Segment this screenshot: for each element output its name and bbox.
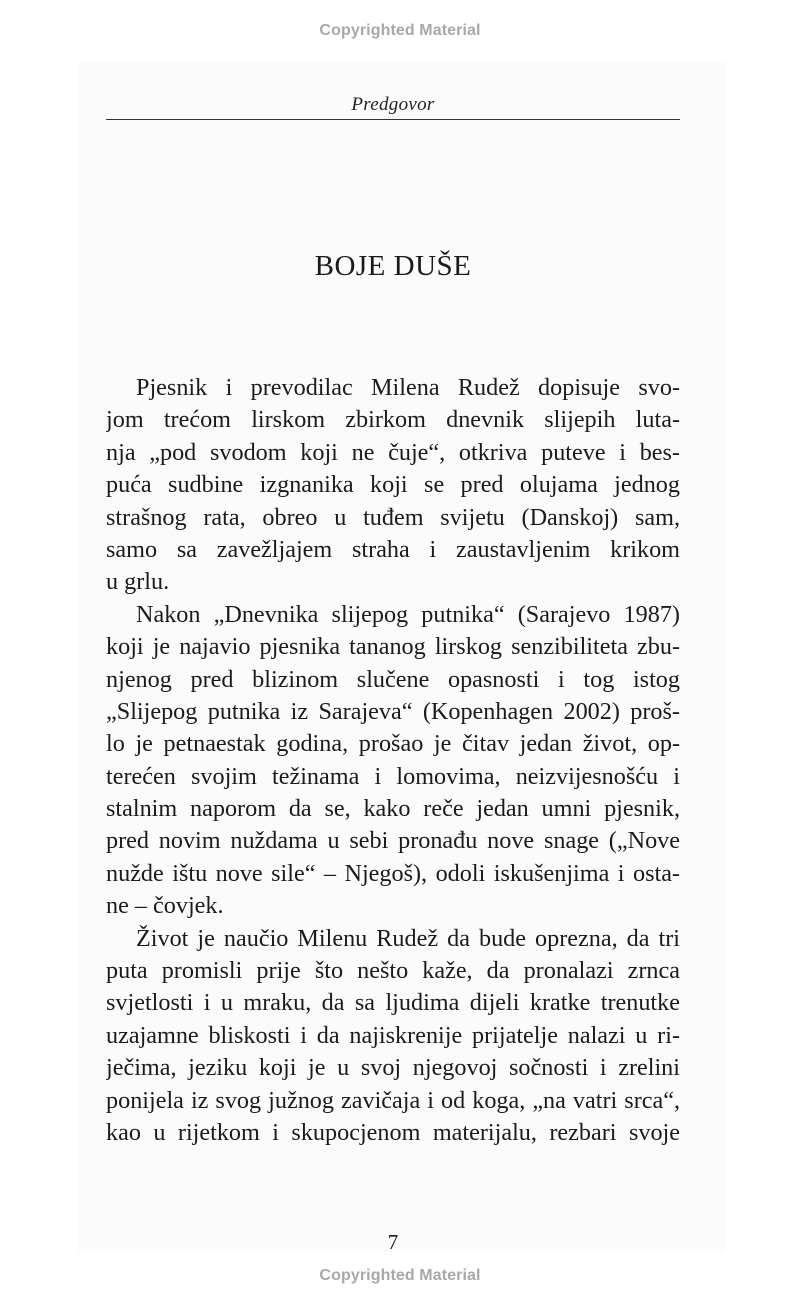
text-line: lo je petnaestak godina, prošao je čitav jedan život, op- [106, 730, 680, 758]
text-line: koji je najavio pjesnika tananog lirskog senzibiliteta zbu- [106, 633, 680, 661]
copyright-watermark-top: Copyrighted Material [319, 22, 481, 39]
text-line: kao u rijetkom i skupocjenom materijalu, rezbari svoje [106, 1118, 680, 1146]
text-line: uzajamne bliskosti i da najiskrenije prijatelje nalazi u ri- [106, 1021, 680, 1049]
text-line: „Slijepog putnika iz Sarajeva“ (Kopenhagen 2002) proš- [106, 697, 680, 725]
text-line: svjetlosti i u mraku, da sa ljudima dijeli kratke trenutke [106, 989, 680, 1017]
text-line: ječima, jeziku koji je u svoj njegovoj sočnosti i zrelini [106, 1054, 680, 1082]
text-line: ne – čovjek. [106, 892, 224, 920]
text-line: pred novim nuždama u sebi pronađu nove snage („Nove [106, 827, 680, 855]
text-line: jom trećom lirskom zbirkom dnevnik slijepih luta- [106, 406, 680, 434]
chapter-title: BOJE DUŠE [314, 250, 472, 282]
page-number: 7 [387, 1230, 399, 1254]
text-line: Pjesnik i prevodilac Milena Rudež dopisuje svo- [136, 374, 680, 401]
body-text [106, 372, 680, 1149]
text-line: samo sa zavežljajem straha i zaustavljenim krikom [106, 535, 680, 563]
text-line: nja „pod svodom koji ne čuje“, otkriva puteve i bes- [106, 438, 680, 466]
text-line: puta promisli prije što nešto kaže, da pronalazi zrnca [106, 957, 680, 985]
text-line: ponijela iz svog južnog zavičaja i od koga, „na vatri srca“, [106, 1086, 680, 1114]
text-line: stalnim naporom da se, kako reče jedan umni pjesnik, [106, 795, 680, 823]
text-line: nužde ištu nove sile“ – Njegoš), odoli iskušenjima i osta- [106, 859, 680, 887]
text-line: Život je naučio Milenu Rudež da bude oprezna, da tri [136, 924, 680, 952]
text-line: u grlu. [106, 568, 170, 596]
text-line: puća sudbine izgnanika koji se pred olujama jednog [106, 471, 680, 499]
header-rule [106, 119, 680, 120]
copyright-watermark-bottom: Copyrighted Material [319, 1267, 481, 1284]
running-head: Predgovor [351, 94, 435, 115]
text-line: njenog pred blizinom slučene opasnosti i tog istog [106, 665, 680, 693]
text-line: strašnog rata, obreo u tuđem svijetu (Danskoj) sam, [106, 503, 680, 531]
text-line: terećen svojim težinama i lomovima, neizvijesnošću i [106, 762, 680, 790]
text-line: Nakon „Dnevnika slijepog putnika“ (Sarajevo 1987) [136, 600, 680, 628]
